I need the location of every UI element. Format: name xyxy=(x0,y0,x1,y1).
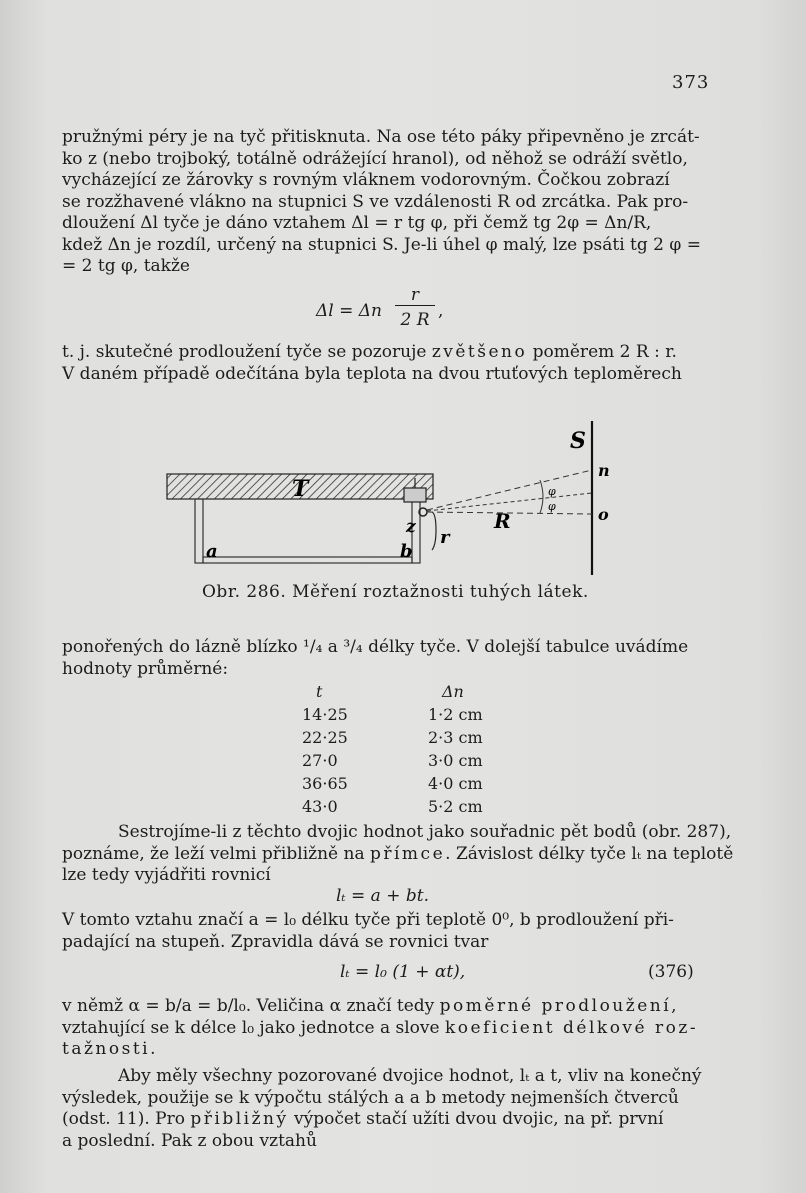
mirror-holder xyxy=(404,488,426,502)
header-t: t xyxy=(316,682,323,701)
table-header-row xyxy=(288,680,522,703)
paragraph-expansion-coefficient xyxy=(62,996,712,1061)
text-line xyxy=(62,996,712,1018)
figure-caption: Obr. 286. Měření roztažnosti tuhých látek. xyxy=(202,582,589,602)
text-span: v němž α = b/a = b/l₀. Veličina α značí tedy xyxy=(62,996,440,1016)
text-span: poznáme, že leží velmi přibližně na xyxy=(62,843,370,864)
rod xyxy=(203,557,412,563)
paragraph-linear-relation xyxy=(62,822,734,887)
text-line: a poslední. Pak z obou vztahů xyxy=(62,1130,317,1151)
cell-delta-n: 2·3 cm xyxy=(428,728,483,747)
text-span: poměrem 2 R : r. xyxy=(527,342,677,362)
table-row xyxy=(288,749,522,772)
text-span: (odst. 11). Pro xyxy=(62,1109,191,1129)
text-line: V tomto vztahu značí a = l₀ délku tyče při teplotě 0⁰, b prodloužení při- xyxy=(62,910,674,930)
cell-delta-n: 5·2 cm xyxy=(428,797,483,816)
formula-376: lₜ = l₀ (1 + αt), xyxy=(340,962,466,982)
cell-t: 22·25 xyxy=(302,728,348,747)
text-line: dloužení Δl tyče je dáno vztahem Δl = r tg φ, při čemž tg 2φ = Δn/R, xyxy=(62,213,652,233)
emphasis-spaced: zvětšeno xyxy=(431,342,528,362)
text-line: Sestrojíme-li z těchto dvojic hodnot jako souřadnic pět bodů (obr. 287), xyxy=(118,822,732,842)
paragraph-coefficients xyxy=(62,910,712,953)
text-line: V daném případě odečítána byla teplota na dvou rtuťových teploměrech xyxy=(62,363,682,384)
label-r: r xyxy=(440,527,450,548)
text-line: pružnými péry je na tyč přitisknuta. Na ose této páky připevněno je zrcát- xyxy=(62,127,700,147)
text-line: vycházející ze žárovky s rovným vláknem vodorovným. Čočkou zobrazí xyxy=(62,170,670,190)
page-number: 373 xyxy=(672,72,710,93)
text-span: . xyxy=(150,1039,156,1059)
text-span: vztahující se k délce l₀ jako jednotce a slove xyxy=(62,1017,445,1038)
text-line: lze tedy vyjádřiti rovnicí xyxy=(62,865,271,885)
label-b: b xyxy=(400,541,413,562)
emphasis-spaced: přímce xyxy=(369,843,446,864)
table-row xyxy=(288,772,522,795)
label-n: n xyxy=(598,461,610,480)
fraction-numerator: r xyxy=(395,286,435,306)
label-T: T xyxy=(292,476,309,502)
text-line: Aby měly všechny pozorované dvojice hodnot, lₜ a t, vliv na konečný xyxy=(118,1066,702,1086)
r-bracket xyxy=(432,512,436,550)
label-phi-upper: φ xyxy=(548,485,556,498)
cell-t: 43·0 xyxy=(302,797,338,816)
equation-number: (376) xyxy=(648,962,694,982)
text-line: výsledek, použije se k výpočtu stálých a a b metody nejmenších čtverců xyxy=(62,1087,679,1108)
measurement-table xyxy=(288,680,522,818)
cell-t: 36·65 xyxy=(302,774,348,793)
formula-lhs: Δl = Δn xyxy=(316,301,382,321)
paragraph-least-squares xyxy=(62,1066,712,1152)
emphasis-spaced: koeficient délkové roz- xyxy=(444,1017,699,1038)
label-z: z xyxy=(406,517,416,537)
label-a: a xyxy=(206,541,218,562)
text-line: se rozžhavené vlákno na stupnici S ve vzdálenosti R od zrcátka. Pak pro- xyxy=(62,191,689,212)
table-row xyxy=(288,703,522,726)
fraction-denominator: 2 R xyxy=(400,310,430,330)
text-line xyxy=(62,843,734,866)
text-line xyxy=(62,1039,712,1061)
text-line: ko z (nebo trojboký, totálně odrážející hranol), od něhož se odráží světlo, xyxy=(62,148,688,169)
emphasis-spaced: tažnosti xyxy=(62,1039,151,1059)
formula-comma: , xyxy=(438,301,444,321)
label-o: o xyxy=(598,505,609,524)
formula-linear: lₜ = a + bt. xyxy=(336,886,429,906)
cell-t: 27·0 xyxy=(302,751,338,770)
table-row xyxy=(288,726,522,749)
text-line: padající na stupeň. Zpravidla dává se rovnici tvar xyxy=(62,931,489,952)
text-span: t. j. skutečné prodloužení tyče se pozoruje xyxy=(62,342,432,362)
emphasis-spaced: poměrné prodloužení xyxy=(439,996,672,1016)
label-phi-lower: φ xyxy=(548,500,556,513)
paragraph-thermometers xyxy=(62,637,712,680)
label-S: S xyxy=(570,428,586,454)
post-left xyxy=(195,499,203,563)
ray-upper xyxy=(427,470,592,510)
table-row xyxy=(288,795,522,818)
cell-delta-n: 3·0 cm xyxy=(428,751,483,770)
text-span: , xyxy=(671,996,677,1016)
cell-t: 14·25 xyxy=(302,705,348,724)
text-line xyxy=(62,1109,712,1131)
text-line xyxy=(62,1018,712,1040)
text-line: = 2 tg φ, takže xyxy=(62,256,190,276)
cell-delta-n: 1·2 cm xyxy=(428,705,483,724)
text-line: kdež Δn je rozdíl, určený na stupnici S. Je-li úhel φ malý, lze psáti tg 2 φ = xyxy=(62,234,701,255)
text-line: ponořených do lázně blízko ¹/₄ a ³/₄ délky tyče. V dolejší tabulce uvádíme xyxy=(62,637,689,657)
emphasis-spaced: přibližný xyxy=(190,1109,289,1129)
cell-delta-n: 4·0 cm xyxy=(428,774,483,793)
text-span: . Závislost délky tyče lₜ na teplotě xyxy=(445,843,734,864)
label-R: R xyxy=(494,509,511,533)
angle-arc xyxy=(540,480,543,513)
text-line: hodnoty průměrné: xyxy=(62,658,229,679)
text-span: výpočet stačí užíti dvou dvojic, na př. první xyxy=(288,1109,664,1129)
header-delta-n: Δn xyxy=(442,682,464,701)
